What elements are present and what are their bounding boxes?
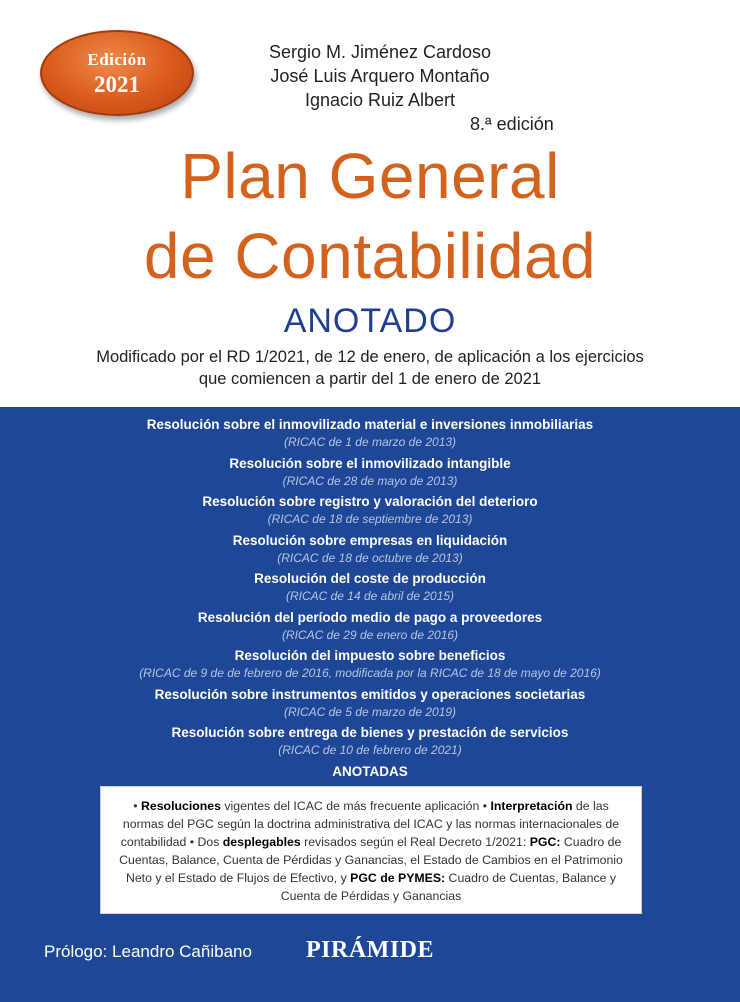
resolution-item (0, 609, 740, 648)
resolution-title: Resolución sobre el inmovilizado intangible (229, 455, 511, 471)
edition-number: 8.ª edición (470, 114, 554, 134)
resolution-item (0, 570, 740, 609)
anotadas-label: ANOTADAS (332, 764, 408, 779)
feature-interpretacion: Interpretación (490, 799, 573, 813)
resolution-title: Resolución del coste de producción (254, 571, 486, 586)
note-line-2: que comiencen a partir del 1 de enero de 2021 (198, 370, 542, 388)
resolution-ref: (RICAC de 28 de mayo de 2013) (282, 473, 458, 488)
title-line-2: de Contabilidad (143, 220, 597, 292)
feature-pgc-pymes: PGC de PYMES: (350, 871, 446, 885)
authors (240, 40, 520, 112)
badge-label: Edición (87, 50, 147, 69)
author-2: José Luis Arquero Montaño (270, 66, 490, 86)
resolution-ref: (RICAC de 10 de febrero de 2021) (278, 743, 462, 757)
resolution-title: Resolución sobre instrumentos emitidos y operaciones societarias (154, 686, 586, 702)
resolutions-list (0, 416, 740, 763)
resolution-ref: (RICAC de 1 de marzo de 2013) (283, 435, 457, 449)
resolution-title: Resolución sobre entrega de bienes y prestación de servicios (171, 725, 569, 740)
publisher-logo: PIRÁMIDE (306, 937, 434, 963)
resolution-ref: (RICAC de 29 de enero de 2016) (281, 627, 459, 642)
features-box: • Resoluciones vigentes del ICAC de más frecuente aplicación • Interpretación de las normas del PGC según la doctrina administrativa del ICAC y las normas internacionales de contabilidad • Dos desplegables revisados según el Real Decreto 1/2021: PGC: Cuadro de Cuentas, Balance, Cuenta de Pérdidas y Ganancias, el Estado de Cambios en el Patrimonio Neto y el Estado de Flujos de Efectivo, y PGC de PYMES: Cuadro de Cuentas, Balance y Cuenta de Pérdidas y Ganancias (100, 786, 642, 914)
title-line-1: Plan General (180, 140, 560, 212)
resolution-ref: (RICAC de 18 de octubre de 2013) (277, 550, 463, 565)
resolution-ref: (RICAC de 14 de abril de 2015) (285, 589, 455, 603)
resolution-title: Resolución sobre el inmovilizado material e inversiones inmobiliarias (146, 417, 594, 432)
resolution-ref: (RICAC de 18 de septiembre de 2013) (267, 512, 473, 526)
resolution-title: Resolución del período medio de pago a proveedores (197, 609, 543, 625)
feature-pgc: PGC: (529, 835, 561, 849)
resolution-item (0, 686, 740, 725)
resolution-ref: (RICAC de 9 de de febrero de 2016, modificada por la RICAC de 18 de mayo de 2016) (139, 666, 601, 680)
edition-badge (40, 30, 194, 116)
modification-note (40, 346, 700, 390)
bullet: • (133, 799, 138, 813)
feature-desplegables: desplegables (222, 835, 301, 849)
subtitle: ANOTADO (283, 302, 457, 340)
resolution-item (0, 455, 740, 494)
resolution-item (0, 532, 740, 571)
bullet: • (482, 799, 488, 813)
badge-year: 2021 (94, 72, 140, 97)
resolution-item (0, 416, 740, 455)
resolution-item (0, 493, 740, 532)
prologue-credit: Prólogo: Leandro Cañibano (44, 942, 252, 961)
author-1: Sergio M. Jiménez Cardoso (268, 42, 492, 62)
resolution-title: Resolución sobre registro y valoración del deterioro (202, 494, 538, 509)
resolution-title: Resolución sobre empresas en liquidación (232, 532, 508, 548)
resolution-item (0, 647, 740, 686)
resolution-item (0, 724, 740, 763)
author-3: Ignacio Ruiz Albert (304, 90, 456, 110)
feature-resoluciones: Resoluciones (141, 799, 221, 813)
bullet: • (189, 835, 195, 849)
resolution-title: Resolución del impuesto sobre beneficios (234, 648, 506, 663)
resolution-ref: (RICAC de 5 de marzo de 2019) (283, 704, 457, 719)
note-line-1: Modificado por el RD 1/2021, de 12 de enero, de aplicación a los ejercicios (96, 348, 644, 366)
